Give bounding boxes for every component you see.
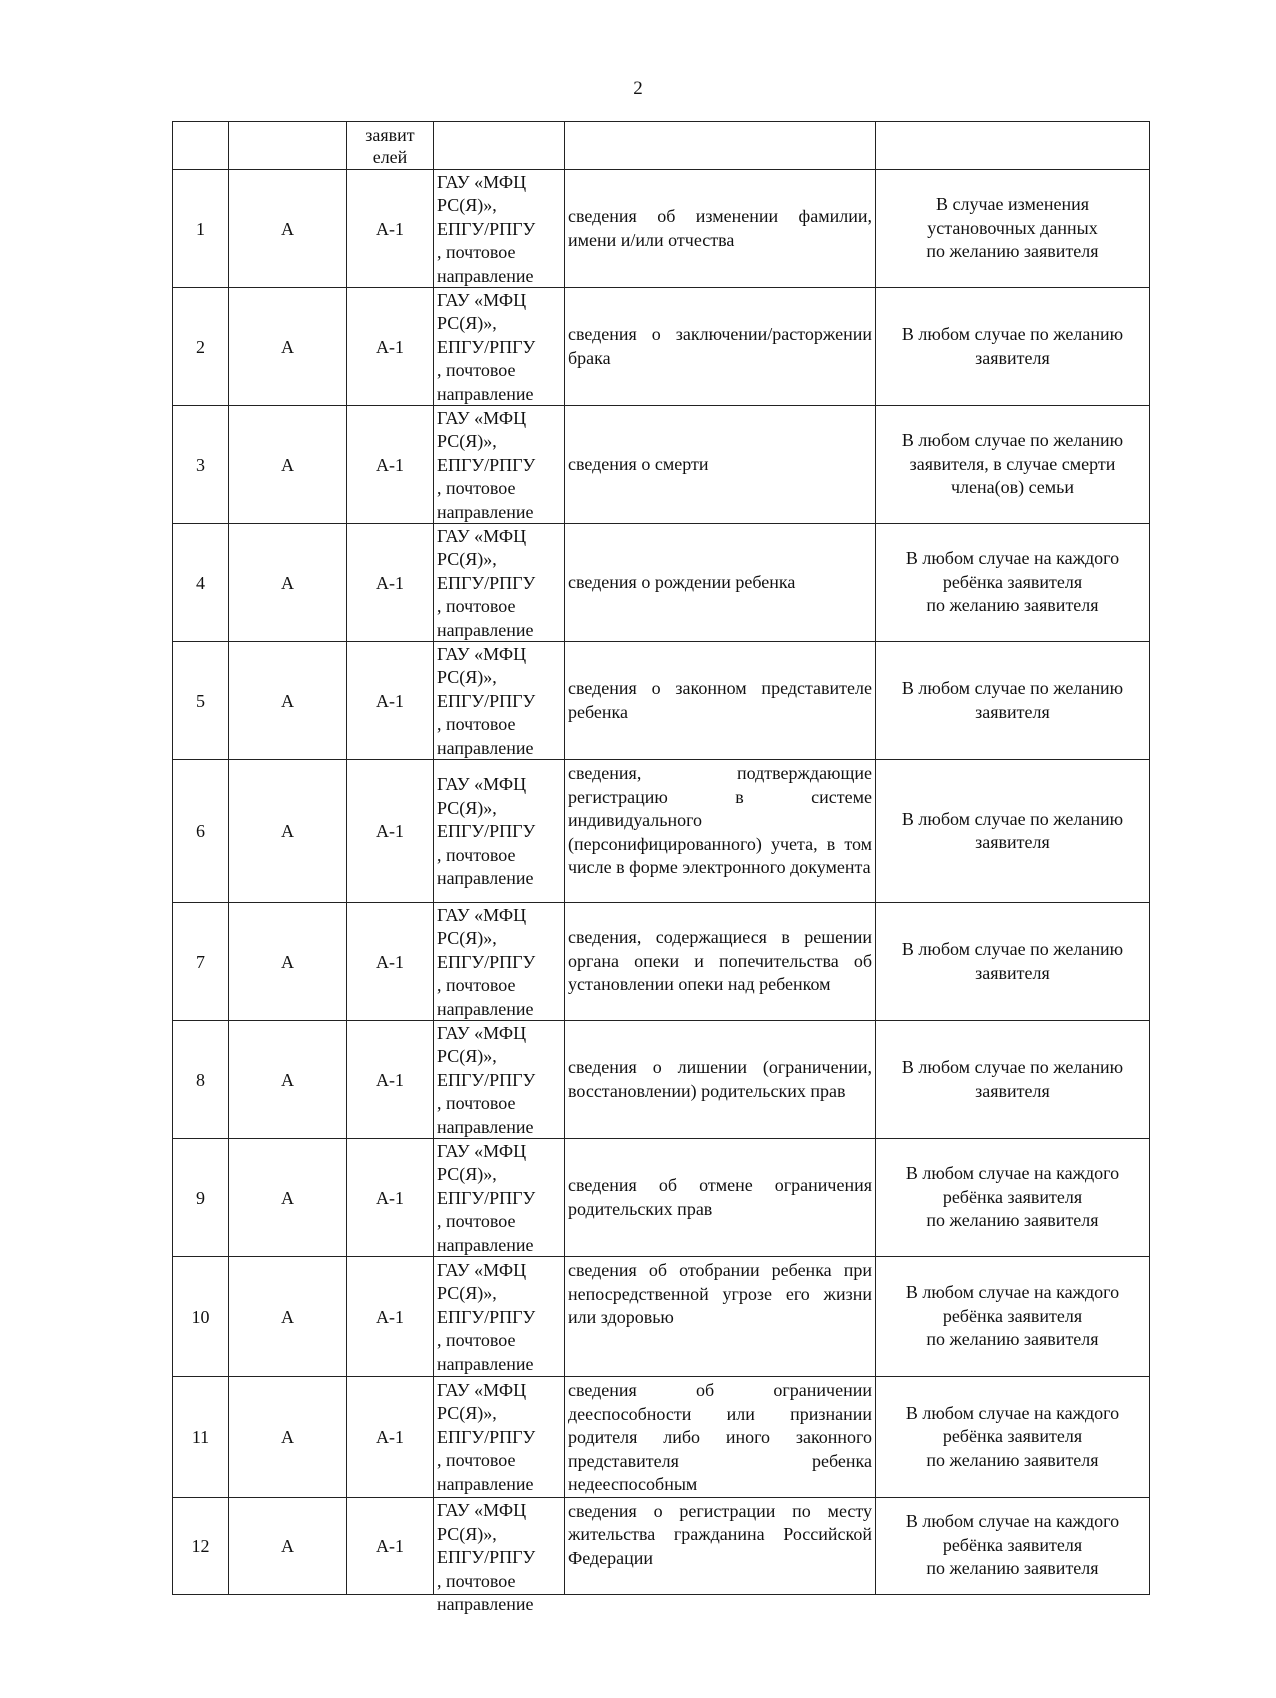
condition-line: В случае изменения bbox=[935, 194, 1090, 215]
code-cell: А-1 bbox=[347, 760, 434, 903]
channel-line: направление bbox=[437, 383, 534, 404]
channel-line: ЕПГУ/РПГУ bbox=[437, 218, 536, 239]
channel-line: ГАУ «МФЦ bbox=[437, 407, 527, 428]
channel-line: , почтовое bbox=[437, 975, 516, 995]
table-row bbox=[173, 1139, 1150, 1257]
channel-line: РС(Я)», bbox=[437, 667, 497, 687]
table-row bbox=[173, 1257, 1150, 1377]
channel-line: ЕПГУ/РПГУ bbox=[437, 951, 536, 972]
document-cell: сведения о заключении/расторжении брака bbox=[565, 288, 876, 406]
document-table bbox=[172, 121, 1150, 1614]
code-cell: А-1 bbox=[347, 1021, 434, 1139]
condition-line: заявителя bbox=[975, 1080, 1050, 1101]
table-row bbox=[173, 406, 1150, 524]
channel-cell bbox=[434, 1497, 565, 1614]
channel-line: ЕПГУ/РПГУ bbox=[437, 454, 536, 475]
document-cell: сведения о смерти bbox=[565, 406, 876, 524]
document-cell: сведения о регистрации по месту жительства гражданина Российской Федерации bbox=[565, 1497, 876, 1594]
code-cell: А-1 bbox=[347, 1377, 434, 1498]
condition-line: В любом случае по желанию bbox=[901, 939, 1124, 959]
condition-cell bbox=[876, 1021, 1150, 1139]
row-number-cell: 8 bbox=[173, 1021, 229, 1139]
table-row bbox=[173, 170, 1150, 288]
code-cell: А-1 bbox=[347, 288, 434, 406]
channel-line: , почтовое bbox=[437, 478, 516, 498]
channel-line: ЕПГУ/РПГУ bbox=[437, 1187, 536, 1208]
condition-line: В любом случае по желанию bbox=[901, 808, 1124, 829]
row-number-cell: 5 bbox=[173, 642, 229, 760]
channel-line: направление bbox=[437, 265, 534, 286]
channel-line: , почтовое bbox=[437, 1570, 516, 1591]
condition-line: заявителя bbox=[975, 962, 1050, 983]
header-cell-3 bbox=[347, 122, 434, 170]
code-cell: А-1 bbox=[347, 406, 434, 524]
row-number-cell: 6 bbox=[173, 760, 229, 903]
channel-line: , почтовое bbox=[437, 1330, 516, 1350]
channel-cell bbox=[434, 1257, 565, 1377]
page-number: 2 bbox=[633, 78, 643, 99]
condition-cell bbox=[876, 170, 1150, 288]
condition-line: ребёнка заявителя bbox=[942, 1186, 1083, 1207]
document-cell: сведения об отобрании ребенка при непосредственной угрозе его жизни или здоровью bbox=[565, 1257, 876, 1377]
channel-line: РС(Я)», bbox=[437, 1283, 497, 1303]
document-cell: сведения о рождении ребенка bbox=[565, 524, 876, 642]
channel-line: РС(Я)», bbox=[437, 431, 497, 451]
channel-line: РС(Я)», bbox=[437, 797, 497, 818]
document-cell: сведения о законном представителе ребенка bbox=[565, 642, 876, 760]
condition-cell bbox=[876, 903, 1150, 1021]
channel-line: ЕПГУ/РПГУ bbox=[437, 821, 536, 841]
channel-cell bbox=[434, 288, 565, 406]
channel-line: ЕПГУ/РПГУ bbox=[437, 1306, 536, 1327]
row-number-cell: 9 bbox=[173, 1139, 229, 1257]
condition-line: В любом случае по желанию bbox=[901, 1057, 1124, 1077]
condition-line: по желанию заявителя bbox=[926, 1210, 1099, 1231]
condition-cell bbox=[876, 1497, 1150, 1594]
condition-cell bbox=[876, 1139, 1150, 1257]
row-number-cell: 12 bbox=[173, 1497, 229, 1594]
channel-line: РС(Я)», bbox=[437, 195, 497, 215]
condition-line: В любом случае на каждого bbox=[905, 548, 1120, 569]
channel-line: РС(Я)», bbox=[437, 1164, 497, 1184]
channel-line: ГАУ «МФЦ bbox=[437, 525, 527, 546]
code-cell: А-1 bbox=[347, 642, 434, 760]
table-row bbox=[173, 288, 1150, 406]
condition-line: ребёнка заявителя bbox=[942, 1426, 1083, 1446]
channel-line: направление bbox=[437, 1473, 534, 1494]
header-cell-1 bbox=[173, 122, 229, 170]
condition-line: заявителя bbox=[975, 347, 1050, 368]
condition-line: по желанию заявителя bbox=[926, 1558, 1099, 1579]
channel-line: ЕПГУ/РПГУ bbox=[437, 1547, 536, 1567]
channel-line: , почтовое bbox=[437, 1093, 516, 1113]
channel-line: ГАУ «МФЦ bbox=[437, 289, 527, 310]
channel-line: РС(Я)», bbox=[437, 313, 497, 333]
channel-cell bbox=[434, 903, 565, 1021]
channel-line: ЕПГУ/РПГУ bbox=[437, 1426, 536, 1447]
channel-line: , почтовое bbox=[437, 714, 516, 734]
table-row bbox=[173, 524, 1150, 642]
condition-line: В любом случае на каждого bbox=[905, 1163, 1120, 1184]
channel-line: ГАУ «МФЦ bbox=[437, 1140, 527, 1161]
category-cell: А bbox=[229, 288, 347, 406]
category-cell: А bbox=[229, 1257, 347, 1377]
category-cell: А bbox=[229, 642, 347, 760]
condition-line: В любом случае на каждого bbox=[905, 1282, 1120, 1303]
row-number-cell: 11 bbox=[173, 1377, 229, 1498]
code-cell: А-1 bbox=[347, 1257, 434, 1377]
condition-line: заявителя bbox=[975, 832, 1050, 852]
channel-line: ГАУ «МФЦ bbox=[437, 1500, 527, 1520]
channel-line: ГАУ «МФЦ bbox=[437, 1259, 527, 1280]
condition-cell bbox=[876, 406, 1150, 524]
channel-cell bbox=[434, 1021, 565, 1139]
channel-line: ЕПГУ/РПГУ bbox=[437, 572, 536, 593]
code-cell: А-1 bbox=[347, 1139, 434, 1257]
condition-line: ребёнка заявителя bbox=[942, 571, 1083, 592]
category-cell: А bbox=[229, 524, 347, 642]
channel-cell bbox=[434, 170, 565, 288]
channel-line: направление bbox=[437, 501, 534, 522]
category-cell: А bbox=[229, 1139, 347, 1257]
header-cell-3-line: заявит bbox=[365, 124, 415, 145]
channel-line: направление bbox=[437, 1234, 534, 1255]
code-cell: А-1 bbox=[347, 1497, 434, 1594]
channel-line: направление bbox=[437, 619, 534, 640]
header-cell-3-line: елей bbox=[372, 146, 408, 167]
header-cell-4 bbox=[434, 122, 565, 170]
document-cell: сведения о лишении (ограничении, восстановлении) родительских прав bbox=[565, 1021, 876, 1139]
channel-line: РС(Я)», bbox=[437, 1403, 497, 1424]
channel-line: , почтовое bbox=[437, 242, 516, 262]
condition-cell bbox=[876, 760, 1150, 903]
category-cell: А bbox=[229, 170, 347, 288]
channel-line: ГАУ «МФЦ bbox=[437, 774, 527, 794]
header-cell-5 bbox=[565, 122, 876, 170]
document-cell: сведения об ограничении дееспособности или признании родителя либо иного законного представителя ребенка недееспособным bbox=[565, 1377, 876, 1498]
channel-line: ГАУ «МФЦ bbox=[437, 904, 527, 925]
channel-line: ГАУ «МФЦ bbox=[437, 1379, 527, 1400]
condition-line: В любом случае по желанию bbox=[901, 324, 1124, 344]
header-cell-2 bbox=[229, 122, 347, 170]
channel-line: направление bbox=[437, 1353, 534, 1374]
channel-line: РС(Я)», bbox=[437, 1046, 497, 1066]
channel-line: , почтовое bbox=[437, 1211, 516, 1231]
header-cell-6 bbox=[876, 122, 1150, 170]
condition-line: по желанию заявителя bbox=[926, 241, 1099, 262]
document-cell: сведения об отмене ограничения родительских прав bbox=[565, 1139, 876, 1257]
row-number-cell: 1 bbox=[173, 170, 229, 288]
condition-line: ребёнка заявителя bbox=[942, 1534, 1083, 1555]
document-cell: сведения об изменении фамилии, имени и/или отчества bbox=[565, 170, 876, 288]
condition-line: по желанию заявителя bbox=[926, 1329, 1099, 1350]
channel-line: ГАУ «МФЦ bbox=[437, 1022, 527, 1043]
channel-cell bbox=[434, 1377, 565, 1498]
condition-line: В любом случае на каждого bbox=[905, 1402, 1120, 1423]
document-cell: сведения, содержащиеся в решении органа опеки и попечительства об установлении опеки над ребенком bbox=[565, 903, 876, 1021]
condition-cell bbox=[876, 288, 1150, 406]
condition-line: ребёнка заявителя bbox=[942, 1305, 1083, 1326]
channel-line: направление bbox=[437, 868, 534, 888]
row-number-cell: 4 bbox=[173, 524, 229, 642]
channel-cell bbox=[434, 406, 565, 524]
condition-line: В любом случае на каждого bbox=[905, 1511, 1120, 1532]
channel-line: РС(Я)», bbox=[437, 549, 497, 569]
channel-line: направление bbox=[437, 1594, 534, 1614]
condition-cell bbox=[876, 1257, 1150, 1377]
channel-line: ЕПГУ/РПГУ bbox=[437, 1069, 536, 1090]
channel-line: направление bbox=[437, 737, 534, 758]
channel-line: направление bbox=[437, 1116, 534, 1137]
code-cell: А-1 bbox=[347, 170, 434, 288]
channel-line: , почтовое bbox=[437, 596, 516, 616]
condition-line: заявителя bbox=[975, 701, 1050, 722]
condition-cell bbox=[876, 642, 1150, 760]
channel-line: ЕПГУ/РПГУ bbox=[437, 336, 536, 357]
condition-line: члена(ов) семьи bbox=[950, 477, 1075, 498]
row-number-cell: 7 bbox=[173, 903, 229, 1021]
channel-cell bbox=[434, 760, 565, 903]
table-row bbox=[173, 1377, 1150, 1498]
channel-cell bbox=[434, 642, 565, 760]
channel-line: РС(Я)», bbox=[437, 1523, 497, 1544]
condition-cell bbox=[876, 1377, 1150, 1498]
document-cell: сведения, подтверждающие регистрацию в системе индивидуального (персонифицированного) учета, в том числе в форме электронного документа bbox=[565, 760, 876, 903]
channel-line: ЕПГУ/РПГУ bbox=[437, 690, 536, 711]
table-row bbox=[173, 903, 1150, 1021]
channel-line: направление bbox=[437, 998, 534, 1019]
condition-cell bbox=[876, 524, 1150, 642]
category-cell: А bbox=[229, 1377, 347, 1498]
category-cell: А bbox=[229, 760, 347, 903]
condition-line: заявителя, в случае смерти bbox=[909, 453, 1116, 474]
code-cell: А-1 bbox=[347, 903, 434, 1021]
table-header-row bbox=[173, 122, 1150, 170]
channel-line: РС(Я)», bbox=[437, 928, 497, 948]
channel-cell bbox=[434, 1139, 565, 1257]
channel-line: ГАУ «МФЦ bbox=[437, 643, 527, 664]
channel-line: , почтовое bbox=[437, 844, 516, 865]
table-row bbox=[173, 760, 1150, 903]
condition-line: В любом случае по желанию bbox=[901, 678, 1124, 698]
category-cell: А bbox=[229, 406, 347, 524]
channel-cell bbox=[434, 524, 565, 642]
condition-line: по желанию заявителя bbox=[926, 595, 1099, 616]
channel-line: ГАУ «МФЦ bbox=[437, 171, 527, 192]
channel-line: , почтовое bbox=[437, 360, 516, 380]
condition-line: установочных данных bbox=[927, 217, 1098, 238]
category-cell: А bbox=[229, 1497, 347, 1594]
row-number-cell: 2 bbox=[173, 288, 229, 406]
category-cell: А bbox=[229, 903, 347, 1021]
category-cell: А bbox=[229, 1021, 347, 1139]
condition-line: В любом случае по желанию bbox=[901, 430, 1124, 451]
condition-line: по желанию заявителя bbox=[926, 1449, 1099, 1470]
table-row bbox=[173, 642, 1150, 760]
table-row bbox=[173, 1497, 1150, 1594]
code-cell: А-1 bbox=[347, 524, 434, 642]
row-number-cell: 3 bbox=[173, 406, 229, 524]
row-number-cell: 10 bbox=[173, 1257, 229, 1377]
table-row bbox=[173, 1021, 1150, 1139]
channel-line: , почтовое bbox=[437, 1450, 516, 1471]
